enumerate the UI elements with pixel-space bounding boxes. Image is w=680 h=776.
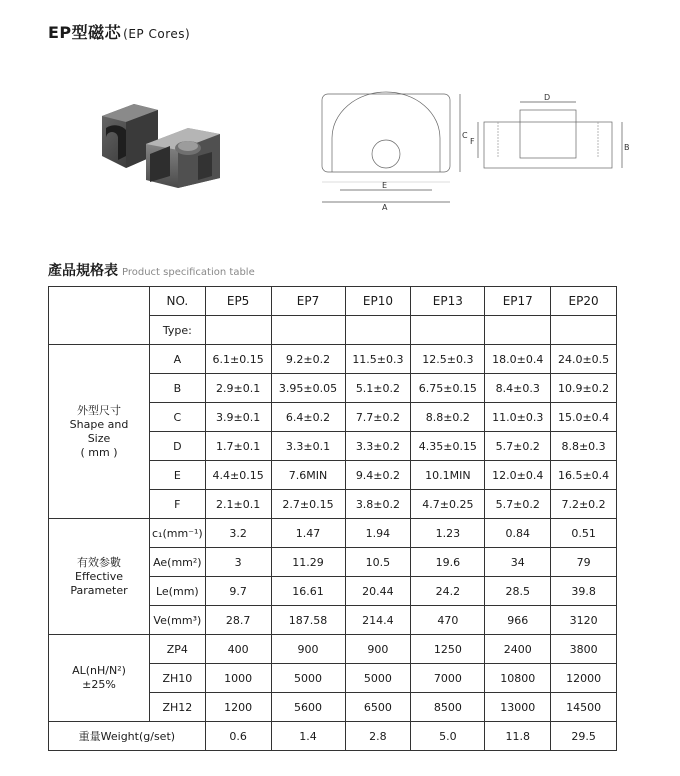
table-cell: 9.2±0.2 <box>271 345 345 374</box>
type-label: Type: <box>150 316 206 345</box>
table-cell: 3.3±0.1 <box>271 432 345 461</box>
table-cell: 13000 <box>485 693 551 722</box>
dimension-drawing <box>312 88 632 212</box>
row-label: B <box>150 374 206 403</box>
table-row <box>49 519 617 548</box>
spec-table-title-en: Product specification table <box>122 267 255 278</box>
table-cell: 39.8 <box>551 577 617 606</box>
table-cell: 3.95±0.05 <box>271 374 345 403</box>
table-cell: 7.2±0.2 <box>551 490 617 519</box>
table-cell: 214.4 <box>345 606 411 635</box>
table-cell: 16.5±0.4 <box>551 461 617 490</box>
table-cell: 470 <box>411 606 485 635</box>
row-label: F <box>150 490 206 519</box>
spec-table <box>48 286 617 751</box>
shape-section <box>49 345 617 519</box>
col-header: EP20 <box>551 287 617 316</box>
table-cell: 187.58 <box>271 606 345 635</box>
table-cell: 400 <box>205 635 271 664</box>
table-cell: 966 <box>485 606 551 635</box>
table-cell: 1.94 <box>345 519 411 548</box>
table-cell: 6.4±0.2 <box>271 403 345 432</box>
table-cell: 29.5 <box>551 722 617 751</box>
weight-label: 重量Weight(g/set) <box>49 722 206 751</box>
table-cell: 12.0±0.4 <box>485 461 551 490</box>
table-cell: 5.7±0.2 <box>485 432 551 461</box>
table-cell: 7000 <box>411 664 485 693</box>
table-cell: 2.1±0.1 <box>205 490 271 519</box>
table-cell: 10800 <box>485 664 551 693</box>
table-cell: 1.23 <box>411 519 485 548</box>
row-label: Le(mm) <box>150 577 206 606</box>
shape-group-cn: 外型尺寸 <box>77 403 121 417</box>
effective-group-en1: Effective <box>75 569 123 583</box>
effective-section <box>49 519 617 635</box>
table-cell: 18.0±0.4 <box>485 345 551 374</box>
dim-label-e: E <box>382 181 388 190</box>
table-cell: 3.9±0.1 <box>205 403 271 432</box>
table-cell: 2.7±0.15 <box>271 490 345 519</box>
table-cell: 8500 <box>411 693 485 722</box>
table-cell: 8.4±0.3 <box>485 374 551 403</box>
al-group-line2: ±25% <box>82 678 116 691</box>
row-label: Ae(mm²) <box>150 548 206 577</box>
table-cell: 5.1±0.2 <box>345 374 411 403</box>
table-cell: 7.6MIN <box>271 461 345 490</box>
table-cell: 3.3±0.2 <box>345 432 411 461</box>
table-cell: 1.4 <box>271 722 345 751</box>
table-cell: 6500 <box>345 693 411 722</box>
group-label <box>49 635 150 722</box>
table-cell: 0.84 <box>485 519 551 548</box>
row-label: ZP4 <box>150 635 206 664</box>
effective-group-en2: Parameter <box>70 583 128 597</box>
dim-label-b: B <box>624 143 630 152</box>
col-header: EP13 <box>411 287 485 316</box>
table-cell: 11.29 <box>271 548 345 577</box>
table-cell: 15.0±0.4 <box>551 403 617 432</box>
table-cell: 16.61 <box>271 577 345 606</box>
table-cell: 14500 <box>551 693 617 722</box>
table-cell <box>551 316 617 345</box>
table-cell: 6.1±0.15 <box>205 345 271 374</box>
table-cell: 1250 <box>411 635 485 664</box>
table-cell: 28.7 <box>205 606 271 635</box>
col-header: EP5 <box>205 287 271 316</box>
table-cell: 5.0 <box>411 722 485 751</box>
page-title <box>48 20 190 43</box>
title-main: EP型磁芯 <box>48 23 122 42</box>
table-cell: 0.6 <box>205 722 271 751</box>
table-cell: 12000 <box>551 664 617 693</box>
table-cell: 12.5±0.3 <box>411 345 485 374</box>
table-row <box>49 635 617 664</box>
table-cell: 2.8 <box>345 722 411 751</box>
table-cell: 900 <box>345 635 411 664</box>
table-cell: 20.44 <box>345 577 411 606</box>
row-label: D <box>150 432 206 461</box>
table-cell: 2.9±0.1 <box>205 374 271 403</box>
row-label: Ve(mm³) <box>150 606 206 635</box>
table-cell: 8.8±0.3 <box>551 432 617 461</box>
table-cell: 0.51 <box>551 519 617 548</box>
table-cell: 3800 <box>551 635 617 664</box>
ep-core-image <box>92 98 232 188</box>
table-cell: 19.6 <box>411 548 485 577</box>
table-cell: 11.8 <box>485 722 551 751</box>
table-row <box>49 345 617 374</box>
al-section <box>49 635 617 722</box>
row-label: ZH12 <box>150 693 206 722</box>
weight-row <box>49 722 617 751</box>
table-cell: 1200 <box>205 693 271 722</box>
table-cell <box>205 316 271 345</box>
table-cell: 10.5 <box>345 548 411 577</box>
spec-table-title <box>48 260 255 280</box>
table-cell: 3.8±0.2 <box>345 490 411 519</box>
table-cell: 9.4±0.2 <box>345 461 411 490</box>
table-cell <box>411 316 485 345</box>
table-cell: 2400 <box>485 635 551 664</box>
effective-group-cn: 有效参數 <box>77 555 121 569</box>
row-label: c₁(mm⁻¹) <box>150 519 206 548</box>
table-cell: 5000 <box>271 664 345 693</box>
table-cell: 5.7±0.2 <box>485 490 551 519</box>
group-label <box>49 345 150 519</box>
table-cell: 24.0±0.5 <box>551 345 617 374</box>
shape-group-en1: Shape and <box>69 417 129 431</box>
table-cell: 1.7±0.1 <box>205 432 271 461</box>
table-cell: 34 <box>485 548 551 577</box>
table-cell: 79 <box>551 548 617 577</box>
row-label: ZH10 <box>150 664 206 693</box>
group-label <box>49 519 150 635</box>
table-cell <box>345 316 411 345</box>
blank-corner-cell <box>49 287 150 345</box>
table-cell: 3120 <box>551 606 617 635</box>
table-cell: 1000 <box>205 664 271 693</box>
table-cell: 9.7 <box>205 577 271 606</box>
table-cell: 6.75±0.15 <box>411 374 485 403</box>
table-header-row <box>49 287 617 316</box>
table-cell: 10.1MIN <box>411 461 485 490</box>
table-cell: 3 <box>205 548 271 577</box>
table-cell: 8.8±0.2 <box>411 403 485 432</box>
dim-label-c: C <box>462 131 468 140</box>
table-cell: 11.0±0.3 <box>485 403 551 432</box>
table-cell: 4.7±0.25 <box>411 490 485 519</box>
spec-table-title-cn: 產品規格表 <box>48 263 118 279</box>
row-label: A <box>150 345 206 374</box>
table-cell: 3.2 <box>205 519 271 548</box>
col-header: EP10 <box>345 287 411 316</box>
shape-group-en2: Size <box>87 431 111 445</box>
table-cell: 5000 <box>345 664 411 693</box>
col-header: EP17 <box>485 287 551 316</box>
row-label: E <box>150 461 206 490</box>
table-cell: 900 <box>271 635 345 664</box>
col-header: EP7 <box>271 287 345 316</box>
title-sub: (EP Cores) <box>123 27 191 41</box>
table-cell: 11.5±0.3 <box>345 345 411 374</box>
table-cell <box>271 316 345 345</box>
table-cell: 24.2 <box>411 577 485 606</box>
table-cell: 28.5 <box>485 577 551 606</box>
shape-group-unit: ( mm ) <box>80 445 118 459</box>
dim-label-f: F <box>470 137 475 146</box>
table-cell: 7.7±0.2 <box>345 403 411 432</box>
al-group-line1: AL(nH/N²) <box>72 664 126 677</box>
table-cell: 10.9±0.2 <box>551 374 617 403</box>
no-header: NO. <box>150 287 206 316</box>
row-label: C <box>150 403 206 432</box>
table-cell: 4.35±0.15 <box>411 432 485 461</box>
dim-label-d: D <box>544 93 551 102</box>
table-cell <box>485 316 551 345</box>
table-cell: 5600 <box>271 693 345 722</box>
dim-label-a: A <box>382 203 388 212</box>
table-cell: 1.47 <box>271 519 345 548</box>
table-cell: 4.4±0.15 <box>205 461 271 490</box>
